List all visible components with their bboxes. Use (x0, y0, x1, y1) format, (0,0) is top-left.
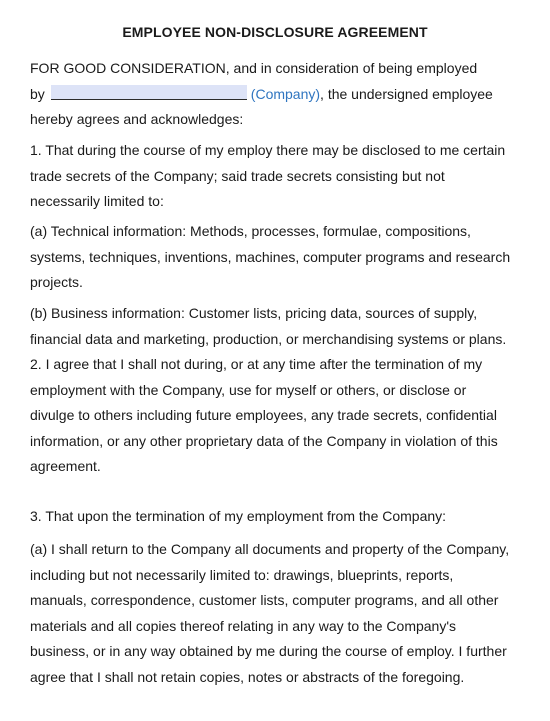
intro-by-label: by (30, 85, 45, 102)
clause-line: necessarily limited to: (30, 193, 164, 209)
clause-3 (30, 504, 530, 530)
clause-line: 1. That during the course of my employ there may be disclosed to me certain (30, 142, 506, 158)
intro-line: FOR GOOD CONSIDERATION, and in consideration of being employed (30, 60, 478, 76)
intro-line-suffix: , the undersigned employee (320, 85, 493, 102)
clause-line: financial data and marketing, production, or merchandising systems or plans. (30, 330, 507, 347)
clause-line: agree that I shall not retain copies, notes or abstracts of the foregoing. (30, 668, 465, 685)
clause-line: information, or any other proprietary data of the Company in violation of this (30, 432, 498, 449)
clause-1 (30, 138, 530, 215)
company-name-field[interactable] (51, 85, 247, 100)
clause-line: business, or in any way obtained by me during the course of employ. I further (30, 643, 507, 659)
clause-line: divulge to others including future employees, any trade secrets, confidential (30, 407, 497, 423)
document-title: EMPLOYEE NON-DISCLOSURE AGREEMENT (122, 24, 428, 40)
clause-line: manuals, correspondence, customer lists, computer programs, and all other (30, 592, 499, 608)
clause-line: 3. That upon the termination of my employment from the Company: (30, 508, 447, 524)
clause-line: (b) Business information: Customer lists, pricing data, sources of supply, (30, 305, 478, 321)
clause-line: 2. I agree that I shall not during, or at any time after the termination of my (30, 356, 483, 372)
clause-line: projects. (30, 274, 83, 290)
intro-paragraph (30, 56, 530, 133)
intro-line-with-field (30, 82, 530, 108)
clause-line: (a) Technical information: Methods, processes, formulae, compositions, (30, 223, 471, 239)
clause-line: materials and all copies thereof relating in any way to the Company's (30, 617, 457, 634)
clause-line: systems, techniques, inventions, machines, computer programs and research (30, 248, 511, 265)
intro-line: hereby agrees and acknowledges: (30, 111, 244, 127)
clause-line: including but not necessarily limited to: drawings, blueprints, reports, (30, 566, 454, 583)
clause-3a (30, 537, 530, 690)
clause-line: (a) I shall return to the Company all documents and property of the Company, (30, 541, 510, 557)
clause-line: agreement. (30, 458, 101, 474)
company-placeholder: (Company) (250, 85, 321, 102)
clause-1b-and-2 (30, 301, 530, 480)
clause-1a (30, 219, 530, 296)
clause-line: trade secrets of the Company; said trade secrets consisting but not (30, 167, 445, 184)
clause-line: employment with the Company, use for myself or others, or disclose or (30, 381, 467, 398)
